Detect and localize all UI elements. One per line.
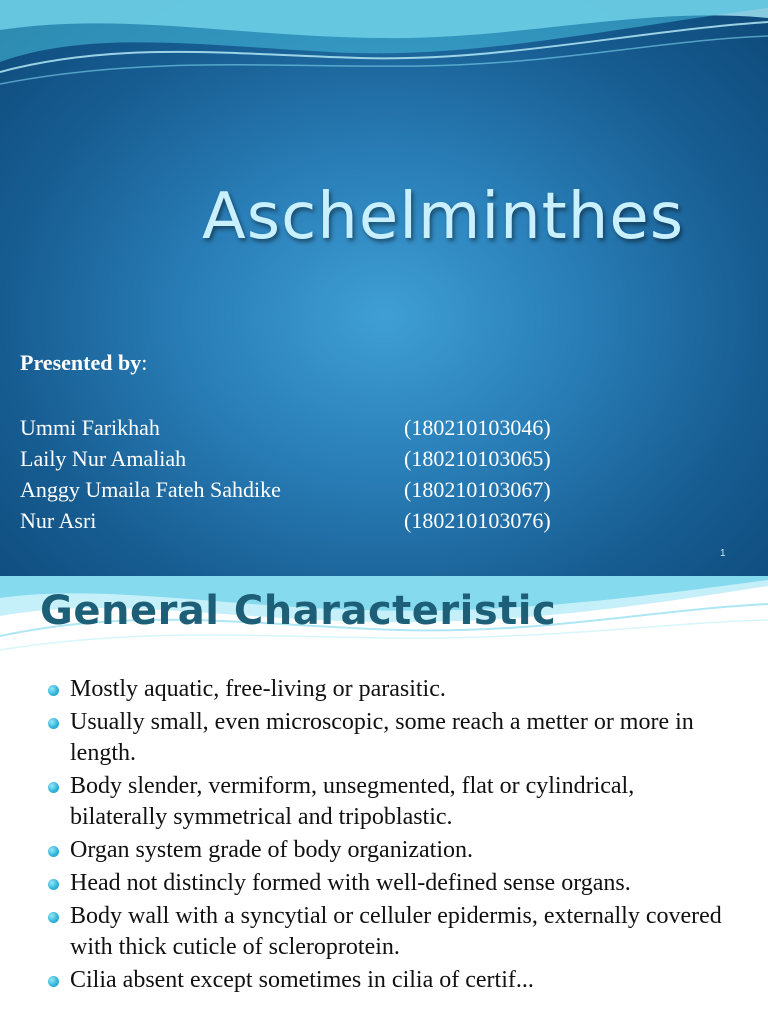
member-name: Ummi Farikhah — [20, 415, 160, 440]
list-item — [46, 965, 736, 996]
list-item-text: Usually small, even microscopic, some reach a metter or more in length. — [70, 709, 694, 766]
presented-by-label: Presented by — [20, 350, 142, 375]
bullet-dot-icon — [48, 976, 59, 987]
list-item — [46, 901, 736, 963]
list-item-text: Body wall with a syncytial or celluler epidermis, externally covered with thick cuticle of scleroprotein. — [70, 903, 722, 960]
presented-by — [20, 350, 147, 376]
member-row — [20, 412, 620, 443]
list-item-text: Mostly aquatic, free-living or parasitic. — [70, 676, 446, 702]
member-id: (180210103046) — [404, 415, 551, 440]
bullet-dot-icon — [48, 718, 59, 729]
content-slide — [0, 576, 768, 1024]
slide-title: Aschelminthes — [201, 180, 685, 254]
slide-page-number: 1 — [720, 548, 726, 559]
member-row — [20, 474, 620, 505]
member-id: (180210103076) — [404, 508, 551, 533]
list-item-text: Organ system grade of body organization. — [70, 837, 474, 863]
member-id: (180210103065) — [404, 446, 551, 471]
member-list — [20, 412, 620, 536]
member-name: Nur Asri — [20, 508, 97, 533]
list-item-text: Body slender, vermiform, unsegmented, flat or cylindrical, bilaterally symmetrical and tripoblastic. — [70, 773, 635, 830]
member-row — [20, 443, 620, 474]
bullet-dot-icon — [48, 846, 59, 857]
list-item-text: Cilia absent except sometimes in cilia of certif... — [70, 967, 534, 993]
list-item — [46, 868, 736, 899]
wave-decoration — [0, 0, 768, 100]
member-name: Laily Nur Amaliah — [20, 446, 187, 471]
presented-by-colon: : — [141, 350, 148, 375]
member-row — [20, 505, 620, 536]
bullet-dot-icon — [48, 685, 59, 696]
list-item — [46, 707, 736, 769]
bullet-dot-icon — [48, 879, 59, 890]
member-name: Anggy Umaila Fateh Sahdike — [20, 477, 281, 502]
list-item — [46, 771, 736, 833]
list-item-text: Head not distincly formed with well-defined sense organs. — [70, 870, 631, 896]
slide-heading: General Characteristic — [40, 588, 557, 634]
bullet-dot-icon — [48, 782, 59, 793]
list-item — [46, 835, 736, 866]
list-item — [46, 674, 736, 705]
member-id: (180210103067) — [404, 477, 551, 502]
bullet-list — [46, 674, 736, 998]
bullet-dot-icon — [48, 912, 59, 923]
